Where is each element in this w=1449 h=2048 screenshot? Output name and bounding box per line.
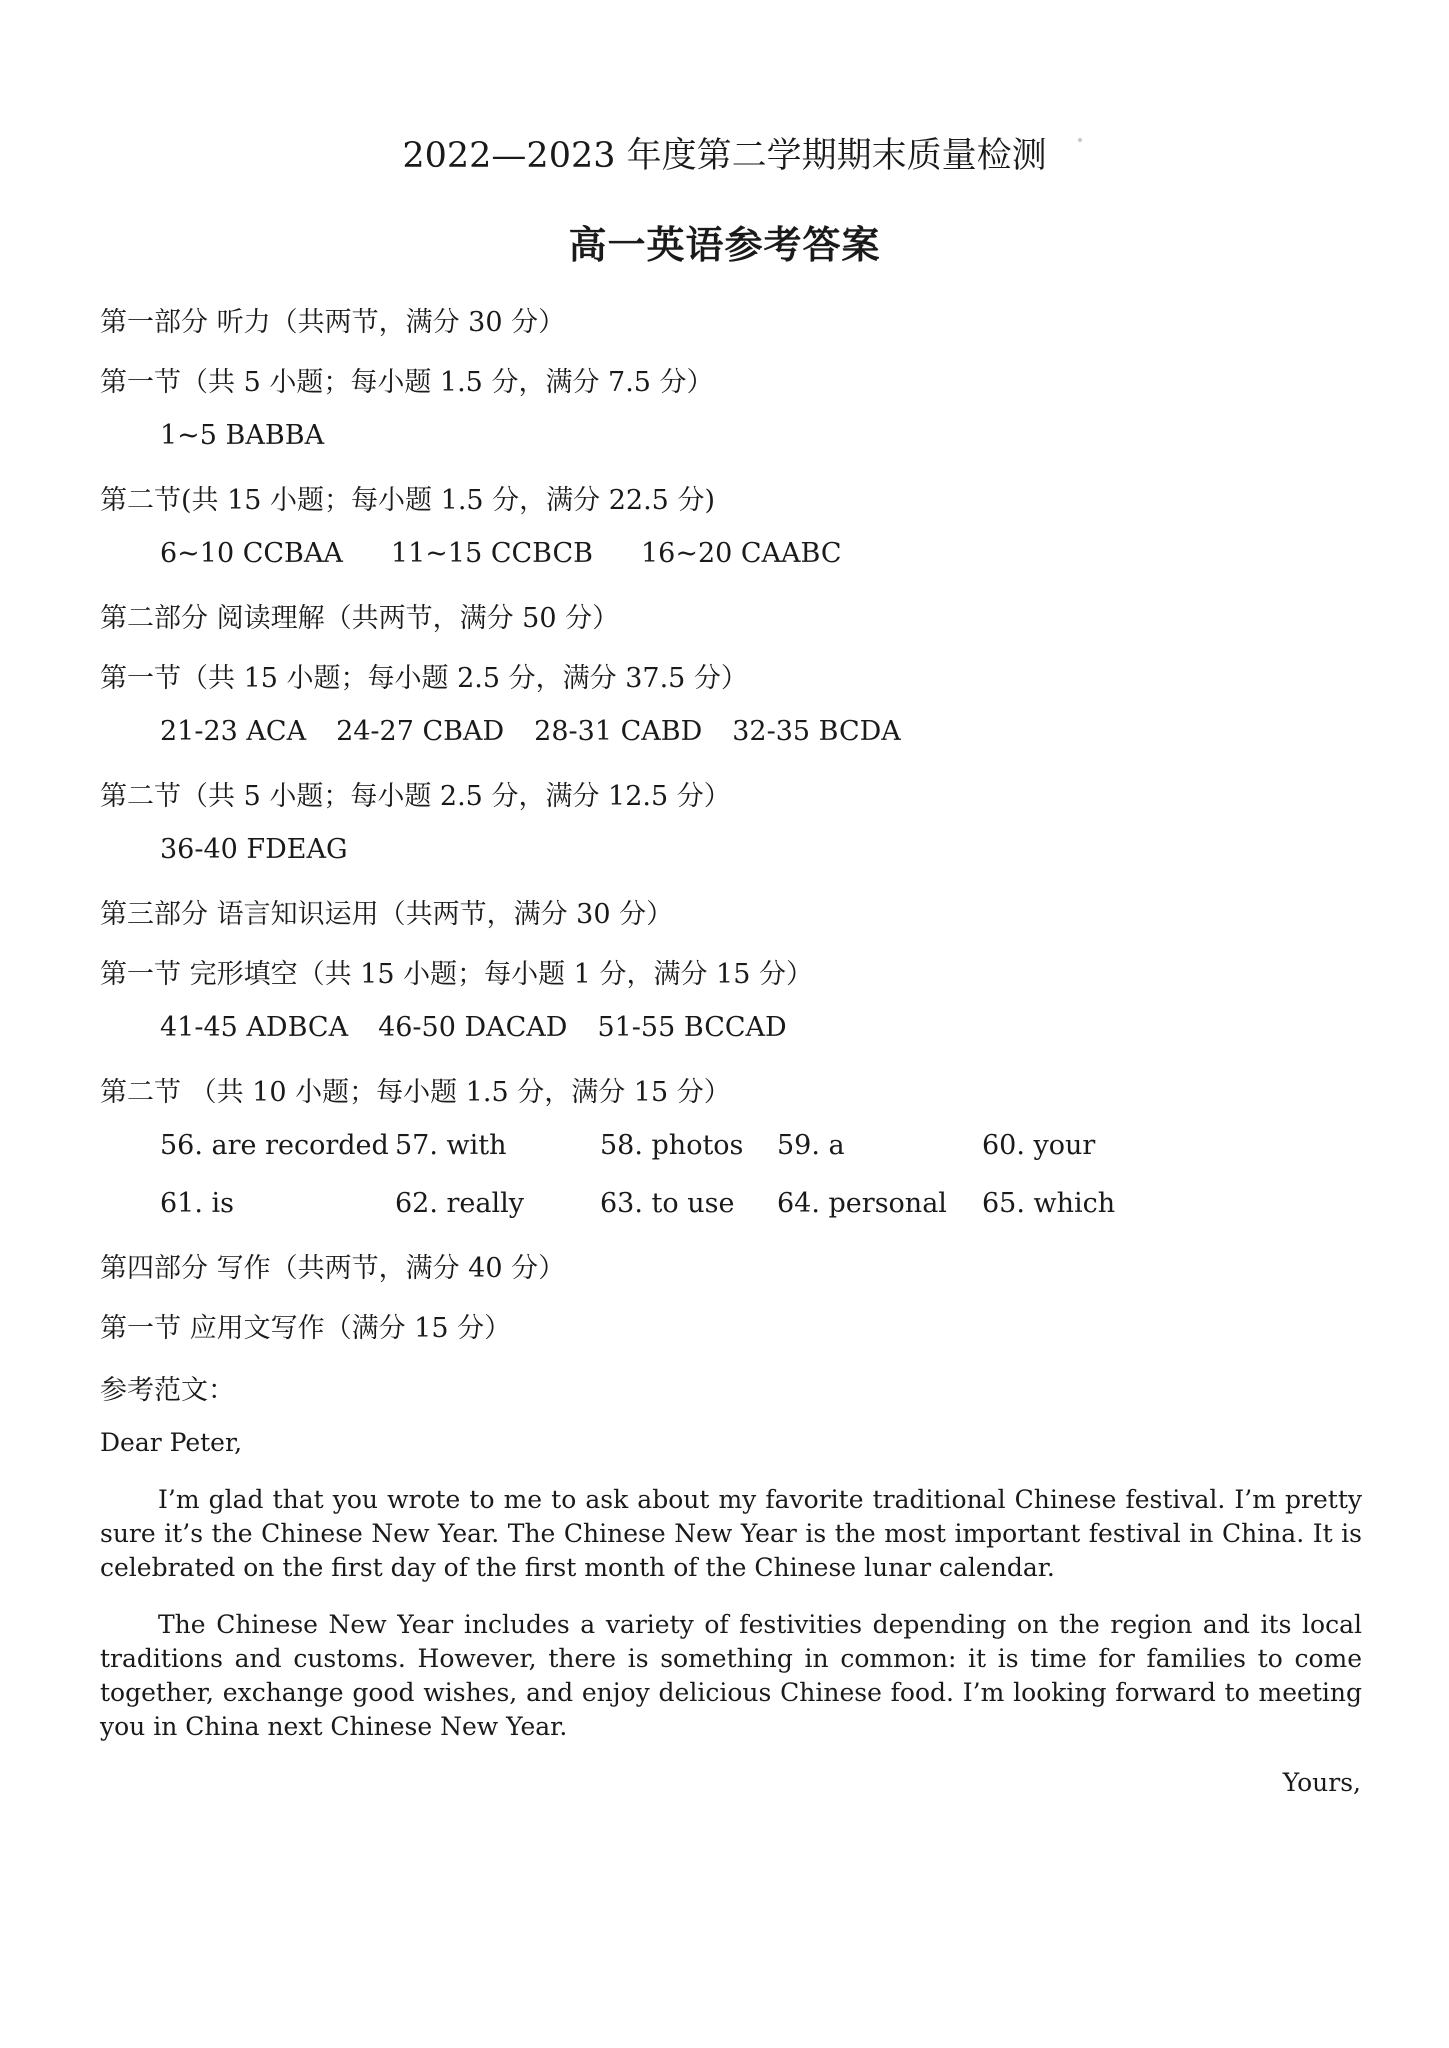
letter-paragraph: The Chinese New Year includes a variety of festivities depending on the region and its local traditions and customs. However, there is something in common: it is time for families to come together, exchange good wishes, and enjoy delicious Chinese food. I’m looking forward to meeting you in China next Chinese New Year.	[100, 1610, 1362, 1741]
grid-answer: 62. really	[395, 1188, 525, 1219]
document-subtitle: 高一英语参考答案	[568, 222, 881, 267]
letter-paragraph: I’m glad that you wrote to me to ask about my favorite traditional Chinese festival. I’m pretty sure it’s the Chinese New Year. The Chinese New Year is the most important festival in China. It is celebrated on the first day of the first month of the Chinese lunar calendar.	[100, 1485, 1362, 1582]
part4-section1-heading: 第一节 应用文写作（满分 15 分）	[100, 1313, 512, 1344]
grid-answer: 56. are recorded	[160, 1130, 389, 1161]
answer-group: 21-23 ACA	[160, 716, 307, 747]
part1-heading: 第一部分 听力（共两节，满分 30 分）	[100, 307, 566, 338]
grid-answer: 58. photos	[600, 1130, 744, 1161]
answer-group: 32-35 BCDA	[732, 716, 901, 747]
grid-answer: 57. with	[395, 1130, 507, 1161]
part3-section2-heading: 第二节 （共 10 小题；每小题 1.5 分，满分 15 分）	[100, 1077, 731, 1108]
part1-section2-answers	[160, 538, 842, 569]
part1-section1-answers: 1~5 BABBA	[160, 420, 325, 451]
part1-section1-heading: 第一节（共 5 小题；每小题 1.5 分，满分 7.5 分）	[100, 367, 714, 398]
part3-section1-heading: 第一节 完形填空（共 15 小题；每小题 1 分，满分 15 分）	[100, 959, 813, 990]
part4-heading: 第四部分 写作（共两节，满分 40 分）	[100, 1253, 566, 1284]
part2-section1-heading: 第一节（共 15 小题；每小题 2.5 分，满分 37.5 分）	[100, 663, 748, 694]
part2-heading: 第二部分 阅读理解（共两节，满分 50 分）	[100, 603, 620, 634]
part1-section2-heading: 第二节(共 15 小题；每小题 1.5 分，满分 22.5 分)	[100, 485, 715, 516]
answer-group: 24-27 CBAD	[336, 716, 505, 747]
grid-answer: 60. your	[982, 1130, 1096, 1161]
part3-heading: 第三部分 语言知识运用（共两节，满分 30 分）	[100, 899, 674, 930]
answer-group: 46-50 DACAD	[378, 1012, 568, 1043]
answer-group: 6~10 CCBAA	[160, 538, 343, 569]
letter-closing: Yours,	[1282, 1768, 1361, 1797]
answer-group: 51-55 BCCAD	[597, 1012, 787, 1043]
letter-greeting: Dear Peter,	[100, 1428, 243, 1457]
sample-essay-label: 参考范文：	[100, 1375, 235, 1406]
grid-answer: 65. which	[982, 1188, 1116, 1219]
answer-group: 11~15 CCBCB	[390, 538, 593, 569]
part2-section2-answers: 36-40 FDEAG	[160, 834, 348, 865]
grid-answer: 61. is	[160, 1188, 235, 1219]
answer-group: 16~20 CAABC	[640, 538, 842, 569]
document-title: 2022—2023 年度第二学期期末质量检测	[402, 136, 1047, 176]
grid-answer: 64. personal	[777, 1188, 947, 1219]
answer-group: 28-31 CABD	[534, 716, 703, 747]
answer-group: 41-45 ADBCA	[160, 1012, 349, 1043]
part2-section2-heading: 第二节（共 5 小题；每小题 2.5 分，满分 12.5 分）	[100, 781, 731, 812]
part3-section1-answers	[160, 1012, 787, 1043]
grid-answer: 59. a	[777, 1130, 845, 1161]
grid-answer: 63. to use	[600, 1188, 735, 1219]
part2-section1-answers	[160, 716, 901, 747]
